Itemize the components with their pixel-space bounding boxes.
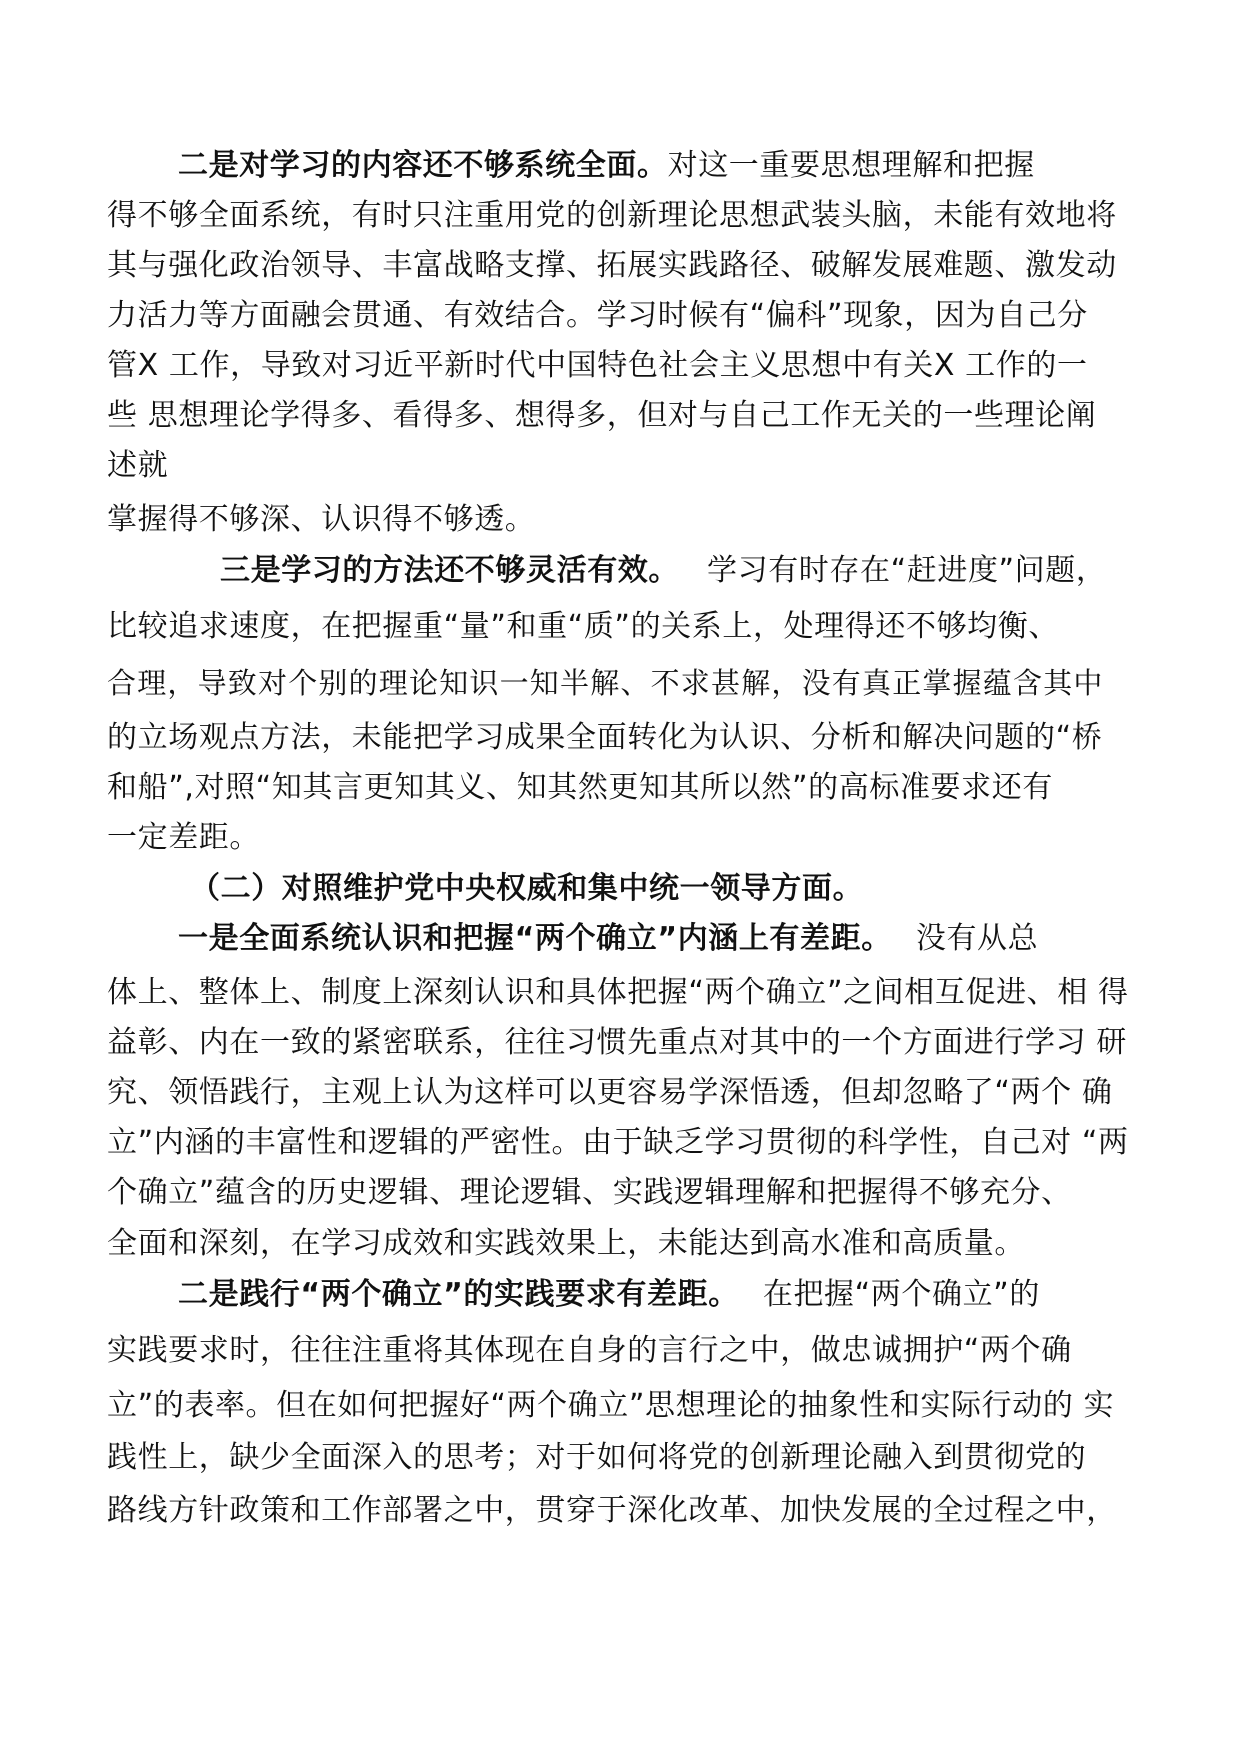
- text-line: 路线方针政策和工作部署之中，贯穿于深化改革、加快发展的全过程之中，: [107, 1493, 1117, 1528]
- text-line: 立”内涵的丰富性和逻辑的严密性。由于缺乏学习贯彻的科学性，自己对 “两: [107, 1125, 1129, 1160]
- text-line: 益彰、内在一致的紧密联系，往往习惯先重点对其中的一个方面进行学习 研: [107, 1025, 1127, 1060]
- text-line: 得不够全面系统，有时只注重用党的创新理论思想武装头脑，未能有效地将: [107, 198, 1117, 233]
- paragraph-heading: 二是践行“两个确立”的实践要求有差距。: [178, 1277, 739, 1312]
- text-line: 一是全面系统认识和把握“两个确立”内涵上有差距。 没有从总: [178, 921, 1039, 956]
- text-line: 述就: [107, 448, 169, 483]
- text-line: 二是践行“两个确立”的实践要求有差距。 在把握“两个确立”的: [178, 1277, 1040, 1312]
- paragraph-heading: 一是全面系统认识和把握“两个确立”内涵上有差距。: [178, 921, 892, 956]
- text-line: 体上、整体上、制度上深刻认识和具体把握“两个确立”之间相互促进、相 得: [107, 975, 1129, 1010]
- text-line: 二是对学习的内容还不够系统全面。对这一重要思想理解和把握: [178, 148, 1035, 183]
- text-line: 合理，导致对个别的理论知识一知半解、不求甚解，没有真正掌握蕴含其中: [107, 666, 1104, 700]
- text-line: 些 思想理论学得多、看得多、想得多，但对与自己工作无关的一些理论阐: [107, 398, 1097, 433]
- text-line: 践性上，缺少全面深入的思考；对于如何将党的创新理论融入到贯彻党的: [107, 1440, 1087, 1475]
- text-line: 究、领悟践行，主观上认为这样可以更容易学深悟透，但却忽略了“两个 确: [107, 1075, 1113, 1110]
- text-line: 其与强化政治领导、丰富战略支撑、拓展实践路径、破解发展难题、激发动: [107, 248, 1117, 283]
- text-line: 比较追求速度，在把握重“量”和重“质”的关系上，处理得还不够均衡、: [107, 609, 1059, 644]
- paragraph-heading: 三是学习的方法还不够灵活有效。: [220, 553, 679, 588]
- text-line: 的立场观点方法，未能把学习成果全面转化为认识、分析和解决问题的“桥: [107, 720, 1103, 755]
- section-heading: （二）对照维护党中央权威和集中统一领导方面。: [190, 871, 864, 906]
- text-line: 个确立”蕴含的历史逻辑、理论逻辑、实践逻辑理解和把握得不够充分、: [107, 1175, 1072, 1210]
- text-line: 全面和深刻，在学习成效和实践效果上，未能达到高水准和高质量。: [107, 1226, 1025, 1261]
- text-line: 立”的表率。但在如何把握好“两个确立”思想理论的抽象性和实际行动的 实: [107, 1388, 1115, 1423]
- paragraph-heading: 二是对学习的内容还不够系统全面。: [178, 148, 668, 183]
- text-line: 一定差距。: [107, 820, 260, 855]
- text-line: 管X 工作，导致对习近平新时代中国特色社会主义思想中有关X 工作的一: [107, 348, 1088, 383]
- text-line: 力活力等方面融会贯通、有效结合。学习时候有“偏科”现象，因为自己分: [107, 298, 1088, 333]
- text-line: 实践要求时，往往注重将其体现在自身的言行之中，做忠诚拥护“两个确: [107, 1333, 1072, 1368]
- text-line: 三是学习的方法还不够灵活有效。 学习有时存在“赶进度”问题，: [220, 553, 1107, 588]
- text-line: 掌握得不够深、认识得不够透。: [107, 502, 536, 537]
- text-line: 和船”,对照“知其言更知其义、知其然更知其所以然”的高标准要求还有: [107, 770, 1053, 805]
